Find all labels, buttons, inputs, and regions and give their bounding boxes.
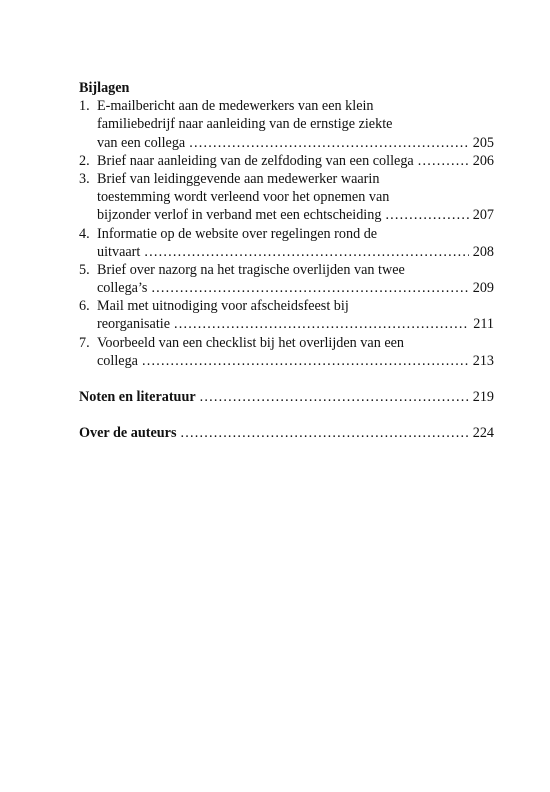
entry-last-line — [97, 152, 494, 170]
dot-leader — [200, 388, 469, 406]
toc-entry-appendix[interactable] — [79, 261, 494, 297]
entry-text — [97, 297, 494, 333]
dot-leader — [151, 279, 468, 297]
entry-line: reorganisatie — [97, 316, 171, 333]
entry-line: familiebedrijf naar aanleiding van de ernstige ziekte — [97, 116, 393, 133]
page-number: 205 — [472, 134, 494, 151]
toc-entry-notes[interactable] — [79, 388, 494, 406]
entry-last-line — [97, 279, 494, 297]
toc-entry-appendix[interactable] — [79, 297, 494, 333]
dot-leader — [142, 352, 469, 370]
dot-leader — [189, 134, 468, 152]
toc-entry-title: Noten en literatuur — [79, 389, 196, 406]
spacer — [79, 370, 494, 388]
section-title: Bijlagen — [79, 80, 130, 96]
toc-entry-appendix[interactable] — [79, 97, 494, 152]
page-number: 208 — [472, 243, 494, 260]
entry-text — [97, 334, 494, 370]
entry-text — [97, 261, 494, 297]
entry-number: 2. — [79, 152, 90, 169]
entry-line: Brief naar aanleiding van de zelfdoding van een collega — [97, 152, 414, 169]
page-number: 207 — [472, 207, 494, 224]
dot-leader — [180, 424, 468, 442]
entry-number: 4. — [79, 225, 90, 242]
entry-last-line — [97, 352, 494, 370]
entry-last-line — [97, 134, 494, 152]
entry-line: Brief over nazorg na het tragische overlijden van twee — [97, 261, 405, 278]
toc-entry-appendix[interactable] — [79, 334, 494, 370]
entry-line: van een collega — [97, 134, 186, 151]
entry-line: collega’s — [97, 280, 148, 297]
entry-line: uitvaart — [97, 243, 141, 260]
entry-number: 6. — [79, 298, 90, 315]
toc-entry-appendix[interactable] — [79, 170, 494, 225]
entry-last-line — [97, 243, 494, 261]
entry-line: Informatie op de website over regelingen rond de — [97, 225, 378, 242]
toc-entry-authors[interactable] — [79, 424, 494, 442]
entry-number: 5. — [79, 261, 90, 278]
entry-line: bijzonder verlof in verband met een echtscheiding — [97, 207, 382, 224]
dot-leader — [385, 206, 468, 224]
entry-text — [97, 152, 494, 170]
page-number: 213 — [472, 352, 494, 369]
entry-text — [97, 97, 494, 152]
entry-line: collega — [97, 352, 138, 369]
page-number: 211 — [473, 316, 494, 333]
dot-leader — [174, 315, 469, 333]
entry-line: Voorbeeld van een checklist bij het overlijden van een — [97, 334, 405, 351]
page-number: 206 — [472, 152, 494, 169]
entry-number: 1. — [79, 98, 90, 115]
dot-leader — [144, 243, 468, 261]
toc-entry-appendix[interactable] — [79, 225, 494, 261]
entry-text — [97, 170, 494, 225]
dot-leader — [418, 152, 469, 170]
toc-entry-title: Over de auteurs — [79, 425, 177, 442]
entry-line: toestemming wordt verleend voor het opnemen van — [97, 189, 390, 206]
entry-line: E-mailbericht aan de medewerkers van een klein — [97, 98, 374, 115]
appendix-list — [79, 97, 494, 370]
spacer — [79, 406, 494, 424]
page-number: 209 — [472, 280, 494, 297]
entry-last-line — [97, 206, 494, 224]
entry-text — [97, 225, 494, 261]
entry-line: Mail met uitnodiging voor afscheidsfeest bij — [97, 298, 349, 315]
entry-number: 3. — [79, 170, 90, 187]
toc-entry-appendix[interactable] — [79, 152, 494, 170]
table-of-contents — [79, 79, 494, 442]
page-number: 224 — [472, 425, 494, 442]
entry-line: Brief van leidinggevende aan medewerker waarin — [97, 170, 380, 187]
entry-last-line — [97, 315, 494, 333]
entry-number: 7. — [79, 334, 90, 351]
page-number: 219 — [472, 389, 494, 406]
